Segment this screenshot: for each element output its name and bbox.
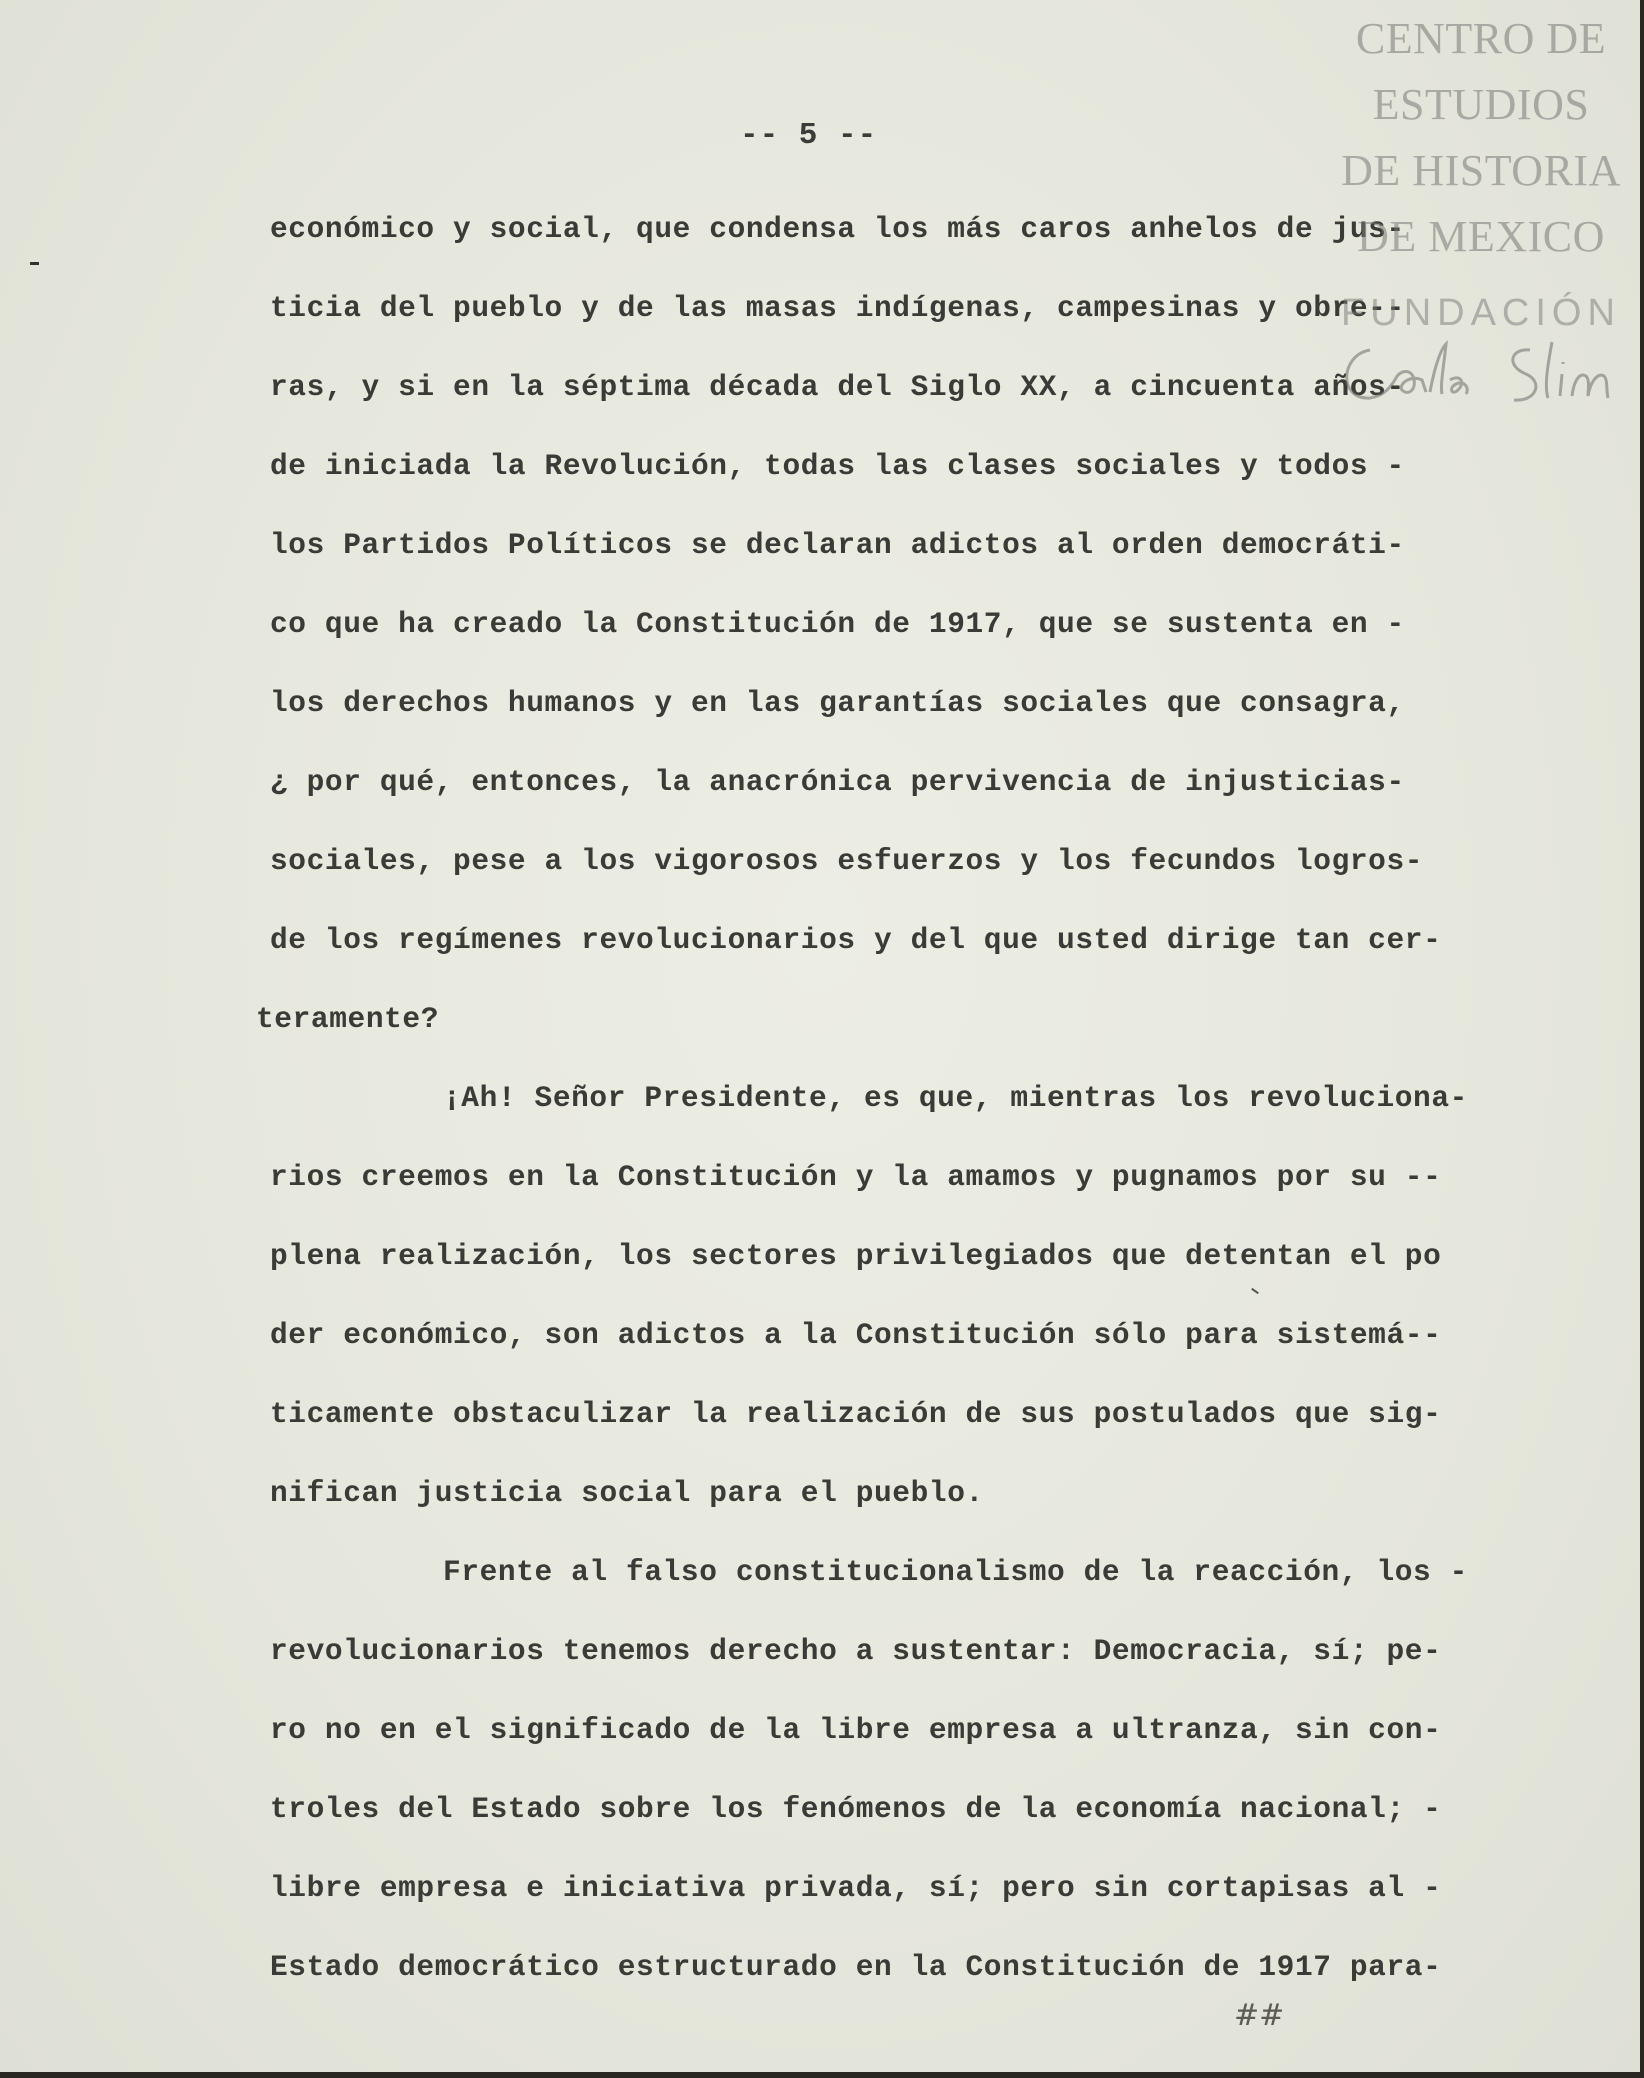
- paragraph-1-line-9: sociales, pese a los vigorosos esfuerzos y los fecundos logros-: [270, 844, 1424, 878]
- watermark-fundacion: FUNDACIÓN: [1341, 292, 1621, 334]
- paragraph-3-line-5: libre empresa e iniciativa privada, sí; pero sin cortapisas al -: [270, 1871, 1442, 1905]
- paragraph-1-line-10: de los regímenes revolucionarios y del que usted dirige tan cer-: [270, 923, 1442, 957]
- paragraph-2-line-3: plena realización, los sectores privilegiados que detentan el po: [270, 1239, 1442, 1273]
- paragraph-1-line-4: de iniciada la Revolución, todas las clases sociales y todos -: [270, 449, 1405, 483]
- paragraph-2-line-5: ticamente obstaculizar la realización de sus postulados que sig-: [270, 1397, 1442, 1431]
- watermark-line-4: DE MEXICO: [1357, 212, 1605, 261]
- paragraph-2-line-2: rios creemos en la Constitución y la amamos y pugnamos por su --: [270, 1160, 1442, 1194]
- paragraph-3-line-6: Estado democrático estructurado en la Constitución de 1917 para-: [270, 1950, 1442, 1984]
- paragraph-2-line-4: der económico, son adictos a la Constitución sólo para sistemá--: [270, 1318, 1442, 1352]
- paragraph-3-line-4: troles del Estado sobre los fenómenos de la economía nacional; -: [270, 1792, 1442, 1826]
- body-text: [256, 190, 1540, 2007]
- watermark-line-1: CENTRO DE: [1355, 14, 1607, 63]
- paragraph-1-line-5: los Partidos Políticos se declaran adictos al orden democráti-: [270, 528, 1405, 562]
- paragraph-1-line-11: teramente?: [256, 1002, 440, 1036]
- archive-watermark: [1318, 6, 1644, 342]
- paragraph-1-line-8: ¿ por qué, entonces, la anacrónica pervivencia de injusticias-: [270, 765, 1405, 799]
- watermark-line-3: DE HISTORIA: [1341, 146, 1621, 195]
- footer-hash-mark: ##: [1234, 1998, 1285, 2033]
- page-number: -- 5 --: [740, 118, 878, 153]
- paragraph-3-line-1: Frente al falso constitucionalismo de la reacción, los -: [443, 1555, 1468, 1589]
- watermark-line-2: ESTUDIOS: [1372, 80, 1590, 129]
- paragraph-1-line-7: los derechos humanos y en las garantías sociales que consagra,: [270, 686, 1405, 720]
- paragraph-1-line-6: co que ha creado la Constitución de 1917, que se sustenta en -: [270, 607, 1405, 641]
- paragraph-1-line-3: ras, y si en la séptima década del Siglo XX, a cincuenta años-: [270, 370, 1405, 404]
- paragraph-2-line-1: ¡Ah! Señor Presidente, es que, mientras los revoluciona-: [443, 1081, 1468, 1115]
- paragraph-3-line-3: ro no en el significado de la libre empresa a ultranza, sin con-: [270, 1713, 1442, 1747]
- margin-mark: [30, 262, 39, 265]
- paragraph-2-line-6: nifican justicia social para el pueblo.: [270, 1476, 984, 1510]
- paragraph-1-line-2: ticia del pueblo y de las masas indígenas, campesinas y obre--: [270, 291, 1405, 325]
- paragraph-3-line-2: revolucionarios tenemos derecho a sustentar: Democracia, sí; pe-: [270, 1634, 1442, 1668]
- signature-watermark: [1330, 330, 1640, 420]
- paragraph-1-line-1: económico y social, que condensa los más caros anhelos de jus-: [270, 212, 1405, 246]
